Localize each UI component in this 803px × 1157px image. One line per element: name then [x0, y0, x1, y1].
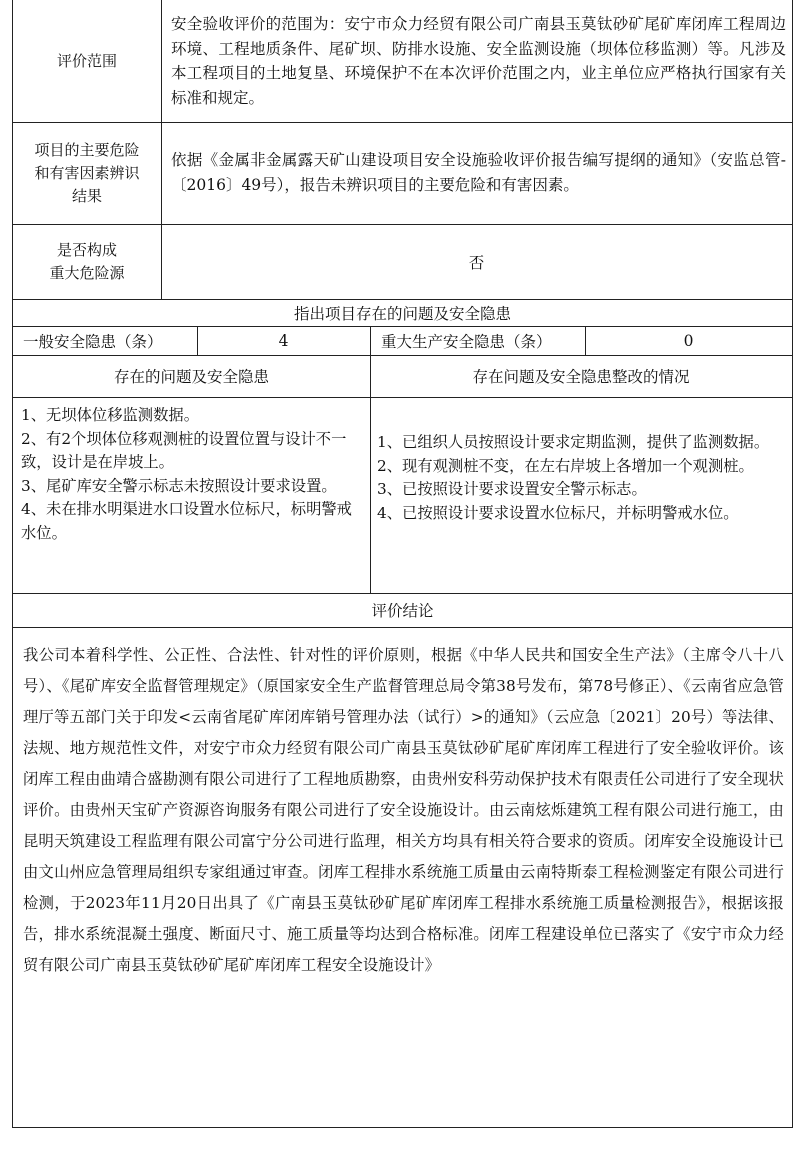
issues-header: 指出项目存在的问题及安全隐患 [293, 304, 511, 323]
conclusion-text: 我公司本着科学性、公正性、合法性、针对性的评价原则，根据《中华人民共和国安全生产法》（主席令八十八号）、《尾矿库安全监督管理规定》（原国家安全生产监督管理总局令第38号发布，第78号修正）、《云南省应急管理厅等五部门关于印发<云南省尾矿库闭库销号管理办法（试行）>的通知》（云应急〔2021〕20号）等法律、法规、地方规范性文件，对安宁市众力经贸有限公司广南县玉莫钛砂矿尾矿库闭库工程进行了安全验收评价。该闭库工程由曲靖合盛勘测有限公司进行了工程地质勘察，由贵州安科劳动保护技术有限责任公司进行了安全现状评价。由贵州天宝矿产资源咨询服务有限公司进行了安全设施设计。由云南炫烁建筑工程有限公司进行施工，由昆明天筑建设工程监理有限公司富宁分公司进行监理，相关方均具有相关符合要求的资质。闭库安全设施设计已由文山州应急管理局组织专家组通过审查。闭库工程排水系统施工质量由云南特斯泰工程检测鉴定有限公司进行检测，于2023年11月20日出具了《广南县玉莫钛砂矿尾矿库闭库工程排水系统施工质量检测报告》，根据该报告，排水系统混凝土强度、断面尺寸、施工质量等均达到合格标准。闭库工程建设单位已落实了《安宁市众力经贸有限公司广南县玉莫钛砂矿尾矿库闭库工程安全设施设计》 [23, 646, 784, 974]
fix-item: 2、现有观测桩不变，在左右岸坡上各增加一个观测桩。 [377, 456, 754, 475]
problems-column-header: 存在的问题及安全隐患 [113, 368, 269, 386]
general-hazard-count-value: 4 [278, 331, 289, 350]
scope-label: 评价范围 [56, 51, 117, 70]
problem-item: 2、有2个坝体位移观测桩的设置位置与设计不一致，设计是在岸坡上。 [21, 429, 347, 471]
problem-item: 4、未在排水明渠进水口设置水位标尺，标明警戒水位。 [21, 500, 352, 542]
row-divider [13, 627, 792, 628]
evaluation-table [12, 0, 793, 1128]
major-hazard-value: 否 [468, 253, 485, 272]
conclusion-header: 评价结论 [371, 602, 434, 620]
hazards-label-line: 结果 [71, 186, 102, 205]
major-hazard-label [13, 224, 161, 299]
problem-item: 1、无坝体位移监测数据。 [21, 406, 199, 424]
fixes-column-header: 存在问题及安全隐患整改的情况 [472, 368, 690, 386]
major-hazard-label-line: 重大危险源 [49, 263, 125, 282]
problems-list [21, 404, 363, 545]
fix-item: 3、已按照设计要求设置安全警示标志。 [377, 480, 647, 498]
major-hazard-label-line: 是否构成 [56, 240, 117, 259]
hazards-label-line: 和有害因素辨识 [34, 163, 140, 182]
hazards-label [13, 122, 161, 224]
hazards-label-line: 项目的主要危险 [34, 140, 140, 159]
major-hazard-count-label: 重大生产安全隐患（条） [381, 332, 552, 351]
major-hazard-count-value: 0 [683, 331, 694, 350]
general-hazard-count-label: 一般安全隐患（条） [23, 332, 163, 351]
hazards-text: 依据《金属非金属露天矿山建设项目安全设施验收评价报告编写提纲的通知》（安监总管-〔2016〕49号），报告未辨识项目的主要危险和有害因素。 [171, 151, 786, 194]
scope-text: 安全验收评价的范围为：安宁市众力经贸有限公司广南县玉莫钛砂矿尾矿库闭库工程周边环境、工程地质条件、尾矿坝、防排水设施、安全监测设施（坝体位移监测）等。凡涉及本工程项目的土地复垦、环境保护不在本次评价范围之内，业主单位应严格执行国家有关标准和规定。 [171, 15, 786, 107]
fix-item: 4、已按照设计要求设置水位标尺，并标明警戒水位。 [377, 503, 739, 522]
row-divider [13, 397, 792, 398]
problem-item: 3、尾矿库安全警示标志未按照设计要求设置。 [21, 476, 337, 495]
fix-item: 1、已组织人员按照设计要求定期监测，提供了监测数据。 [377, 433, 770, 451]
fixes-list [377, 431, 785, 525]
